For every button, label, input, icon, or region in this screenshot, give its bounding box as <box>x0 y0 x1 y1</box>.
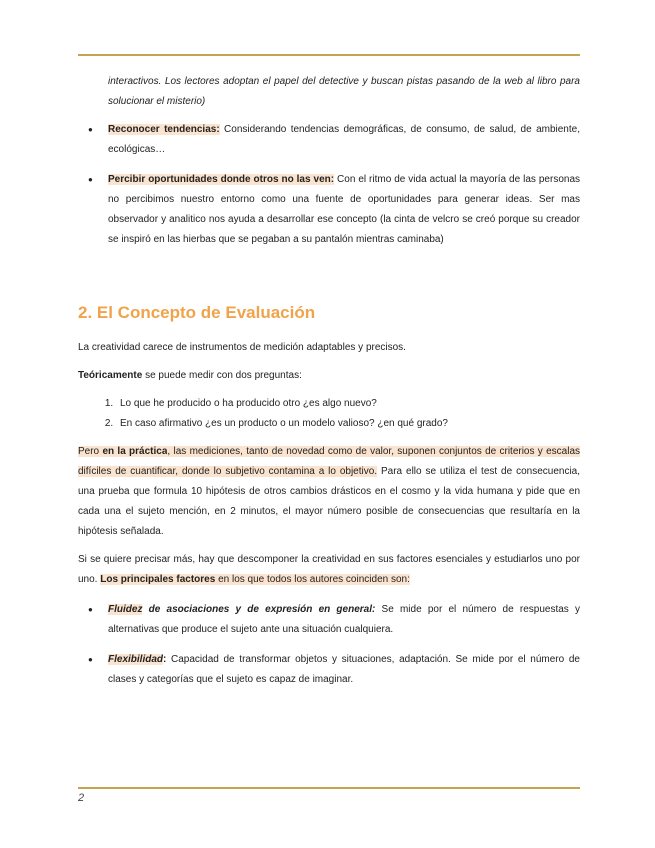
list-item <box>78 600 580 640</box>
question-item: 2. En caso afirmativo ¿es un producto o un modelo valioso? ¿en qué grado? <box>116 414 580 434</box>
practice-bold: en la práctica <box>102 446 168 457</box>
page-body <box>78 72 580 700</box>
list-item <box>78 650 580 690</box>
question-item: 1. Lo que he producido o ha producido otro ¿es algo nuevo? <box>116 394 580 414</box>
list-item <box>78 120 580 160</box>
factors-pre: Si se quiere precisar más, hay que descomponer la creatividad en sus factores esenciales y estudiarlos uno por uno. <box>78 554 580 585</box>
practice-rest: Para ello se utiliza el test de consecuencia, una prueba que formula 10 hipótesis de otros cambios drásticos en el cosmo y la vida humana y pide que en cada una el sujeto mención, en 2 minutos, el mayor número posible de consecuencias que resultaría en la hipótesis señalada. <box>78 466 581 537</box>
footer-rule <box>78 787 580 789</box>
theory-bold: Teóricamente <box>78 370 143 381</box>
factors-post: en los que todos los autores coinciden son: <box>215 574 410 585</box>
factor-label-highlight: Fluidez <box>108 604 143 615</box>
intro-paragraph: La creatividad carece de instrumentos de medición adaptables y precisos. <box>78 342 406 353</box>
practice-pre: Pero <box>78 446 103 457</box>
theory-text: se puede medir con dos preguntas: <box>142 370 302 381</box>
page-number: 2 <box>78 792 85 804</box>
list-item <box>78 170 580 250</box>
practice-highlight: , las mediciones, tanto de novedad como de valor, suponen conjuntos de criterios y escalas difíciles de cuantificar, donde lo subjetivo contamina a lo objetivo. <box>78 446 581 477</box>
section-title: 2. El Concepto de Evaluación <box>78 303 316 322</box>
section-header <box>78 302 580 324</box>
bullet-text: Considerando tendencias demográficas, de consumo, de salud, de ambiente, ecológicas… <box>108 124 580 155</box>
factor-label: de asociaciones y de expresión en general: <box>142 604 376 615</box>
top-bullet-list <box>78 120 580 250</box>
continuation-text: interactivos. Los lectores adoptan el papel del detective y buscan pistas pasando de la web al libro para solucionar el misterio) <box>108 76 580 107</box>
practice-paragraph <box>78 442 580 542</box>
bullet-label: Reconocer tendencias: <box>108 124 220 135</box>
bullet-label: Percibir oportunidades donde otros no las ven: <box>108 174 335 185</box>
factor-text: Capacidad de transformar objetos y situaciones, adaptación. Se mide por el número de clases y categorías que el sujeto es capaz de imaginar. <box>108 654 580 685</box>
factor-label: : <box>163 654 167 665</box>
questions-list <box>78 394 580 434</box>
factor-text: Se mide por el número de respuestas y alternativas que produce el sujeto ante una situación cualquiera. <box>108 604 580 635</box>
factor-label-highlight: Flexibilidad <box>108 654 164 665</box>
bullet-text: Con el ritmo de vida actual la mayoría de las personas no percibimos nuestro entorno como una fuente de oportunidades para generar ideas. Ser mas observador y analitico nos ayuda a desarrollar ese concepto (la cinta de velcro se creó porque su creador se inspiró en las hierbas que se pegaban a su pantalón mientras caminaba) <box>108 174 581 245</box>
factors-paragraph <box>78 550 580 590</box>
factors-bold: Los principales factores <box>100 574 216 585</box>
factors-list <box>78 600 580 690</box>
header-rule <box>78 54 580 56</box>
theory-paragraph <box>78 366 580 386</box>
